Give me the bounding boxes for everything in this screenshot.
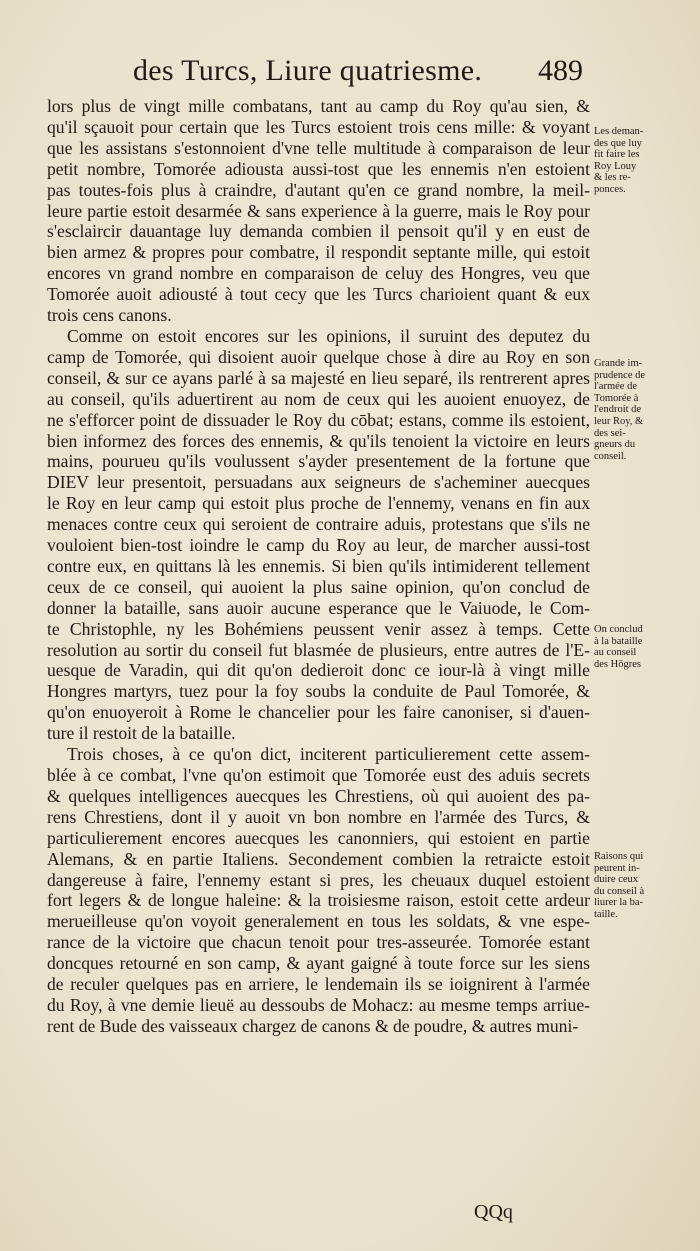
body-text [47,96,590,1037]
margin-note-line: des que luy [594,137,642,149]
text-line: que les assistans s'estonnoient d'vne telle multitude à comparaison de leur [47,137,590,158]
margin-note-line: duire ceux [594,874,639,886]
margin-note-line: liurer la ba- [594,897,643,909]
margin-note-line: Roy Louy [594,160,637,172]
text-line: & quelques intelligences auecques les Chrestiens, où qui auoient des pa- [47,785,590,806]
margin-note-line: & les re- [594,172,631,184]
running-head: des Turcs, Liure quatriesme. [133,54,483,87]
text-line: Tomorée auoit adiousté à tout cecy que les Turcs charioient quant & eux [47,284,590,305]
text-line: doncques retourné en son camp, & ayant gaigné à toute force sur les siens [47,953,590,974]
margin-note-line: ponces. [594,183,626,195]
margin-note [594,624,686,670]
margin-note-line: peurent in- [594,862,640,874]
text-line: blée à ce combat, l'vne qu'on estimoit que Tomorée eust des aduis secrets [47,765,590,785]
margin-note-line: taille. [594,908,618,920]
text-line: lors plus de vingt mille combatans, tant au camp du Roy qu'au sien, & [47,96,590,116]
margin-note-line: l'endroit de [594,404,642,416]
margin-note-line: Raisons qui [594,851,644,862]
text-line: ture il restoit de la bataille. [47,723,236,744]
text-line: rance de la victoire que chacun tenoit pour tres-asseurée. Tomorée estant [47,932,590,953]
text-line: au conseil, qu'ils aduertirent au nom de ceux qui les auoient enuoyez, de [47,388,590,409]
text-line: ne s'efforcer point de dissuader le Roy du cōbat; estans, comme ils estoient, [47,409,590,430]
text-line: Alemans, & en partie Italiens. Secondement combien la retraicte estoit [47,848,590,869]
text-line: leure partie estoit desarmée & sans experience à la guerre, mais le Roy pour [47,200,590,221]
text-line: le Roy en leur camp qui estoit plus proche de l'ennemy, venans en fin aux [47,493,590,514]
margin-note-line: des Hōgres [594,658,641,670]
signature-mark: QQq [474,1201,513,1223]
text-line: encores vn grand nombre en comparaison de celuy des Hongres, veu que [47,263,590,284]
margin-note [594,126,686,196]
text-line: s'esclaircir dauantage luy demanda combien il pensoit qu'il y en eust de [47,221,590,242]
margin-note-line: fit faire les [594,149,640,161]
margin-note [594,358,686,462]
text-line: ceux de ce conseil, qui auoient la plus saine opinion, qu'on conclud de [47,576,590,597]
text-line: mains, pourueu qu'ils voulussent s'ayder presentement de la fortune que [47,451,590,472]
text-line: te Christophle, ny les Bohémiens peussent venir assez à temps. Cette [47,618,590,639]
margin-note-line: du conseil à [594,885,645,897]
margin-note-line: Tomorée à [594,392,639,404]
text-line: vouloient bien-tost ioindre le camp du Roy au leur, de marcher aussi-tost [47,535,590,556]
text-line: camp de Tomorée, qui disoient auoir quelque chose à dire au Roy en son [47,346,590,367]
text-line: contre eux, en quittans là les ennemis. Si bien qu'ils intimiderent tellement [47,555,590,576]
text-line: trois cens canons. [47,305,172,326]
text-line: resolution au sortir du conseil fut blasmée de plusieurs, entre autres de l'E- [47,639,590,660]
text-line: Comme on estoit encores sur les opinions, il suruint des deputez du [67,325,590,346]
text-line: fort legers & de longue haleine: & la troisiesme raison, estoit cette ardeur [47,890,590,911]
text-line: de reculer quelques pas en arriere, le lendemain ils se ioignirent à l'armée [47,974,590,995]
page-header [0,54,700,94]
margin-note-line: conseil. [594,450,627,462]
text-line: qu'il sçauoit pour certain que les Turcs estoient trois cens mille: & voyant [47,116,590,137]
margin-note-line: leur Roy, & [594,415,644,427]
text-line: dangereuse à faire, l'ennemy estant si pres, les cheuaux duquel estoient [47,869,590,890]
text-line: rent de Bude des vaisseaux chargez de canons & de poudre, & autres muni- [47,1015,579,1036]
margin-note-line: à la bataille [594,635,643,647]
margin-note-line: au conseil [594,647,637,659]
text-line: petit nombre, Tomorée adiousta aussi-tost que les ennemis n'en estoient [47,158,590,179]
margin-note-line: gneurs du [594,439,636,451]
margin-note-line: prudence de [594,369,646,381]
text-line: DIEV leur presentoit, persuadans aux seigneurs de s'acheminer auecques [47,472,590,493]
text-line: donner la bataille, sans auoir aucune esperance que le Vaiuode, le Com- [47,597,590,618]
margin-note-line: l'armée de [594,381,637,393]
margin-note-line: des sei- [594,427,626,439]
text-line: bien armez & propres pour combatre, il respondit septante mille, qui estoit [47,242,590,263]
margin-note-line: On conclud [594,624,643,635]
margin-note-line: Les deman- [594,126,644,137]
text-line: merueilleuse qu'on voyoit generalement en tous les soldats, & vne espe- [47,911,590,932]
text-line: pas toutes-fois plus à craindre, d'autant qu'en ce grand nombre, la meil- [47,179,590,200]
text-line: qu'on enuoyeroit à Rome le chancelier pour les faire canoniser, si d'auen- [47,702,590,723]
margin-note-line: Grande im- [594,358,643,369]
text-line: particulierement encores auecques les canonniers, qui estoient en partie [47,827,590,848]
text-line: Hongres martyrs, tuez pour la foy soubs la conduite de Paul Tomorée, & [47,681,590,702]
text-line: bien informez des forces des ennemis, & qu'ils tenoient la victoire en leurs [47,430,590,451]
text-line: rens Chrestiens, dont il y auoit vn bon nombre en l'armée des Turcs, & [47,806,590,827]
text-line: uesque de Varadin, qui dit qu'on dedieroit donc ce iour-là à vingt mille [47,660,590,681]
margin-note [594,851,686,921]
page-number: 489 [538,54,583,87]
text-line: Trois choses, à ce qu'on dict, inciterent particulierement cette assem- [67,744,590,765]
text-line: du Roy, à vne demie lieuë au dessoubs de Mohacz: au mesme temps arriue- [47,994,590,1015]
text-line: menaces contre ceux qui seroient de contraire aduis, protestans que s'ils ne [47,514,590,535]
text-line: conseil, & sur ce ayans parlé à sa majesté en lieu separé, ils rentrerent apres [47,367,590,388]
